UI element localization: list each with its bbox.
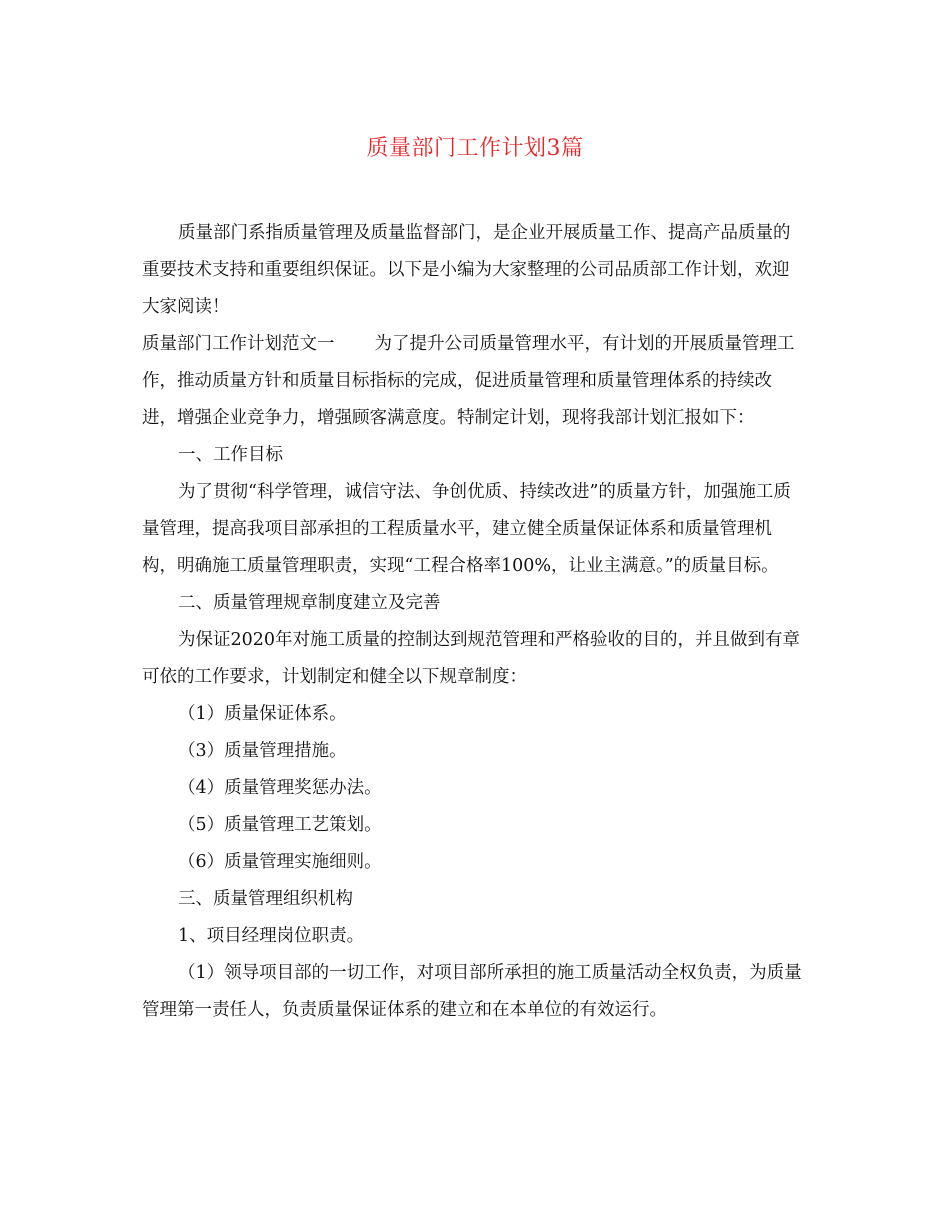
list-item: （1）质量保证体系。 <box>178 704 347 724</box>
manager-duty-paragraph: （1）领导项目部的一切工作，对项目部所承担的施工质量活动全权负责，为质量管理第一责任人，负责质量保证体系的建立和在本单位的有效运行。 <box>142 963 802 1020</box>
section-heading: 质量部门工作计划范文一 <box>142 334 335 354</box>
subheading-manager-duties: 1、项目经理岗位职责。 <box>178 926 365 946</box>
list-item: （3）质量管理措施。 <box>178 741 347 761</box>
document-body <box>142 215 806 1029</box>
heading-work-goals: 一、工作目标 <box>178 445 283 465</box>
list-item: （5）质量管理工艺策划。 <box>178 815 382 835</box>
list-item: （6）质量管理实施细则。 <box>178 852 382 872</box>
work-goals-paragraph: 为了贯彻“科学管理，诚信守法、争创优质、持续改进”的质量方针，加强施工质量管理，提高我项目部承担的工程质量水平，建立健全质量保证体系和质量管理机构，明确施工质量管理职责，实现“工程合格率100%，让业主满意。”的质量目标。 <box>142 482 791 576</box>
list-item: （4）质量管理奖惩办法。 <box>178 778 382 798</box>
rules-paragraph: 为保证2020年对施工质量的控制达到规范管理和严格验收的目的，并且做到有章可依的工作要求，计划制定和健全以下规章制度： <box>142 630 801 687</box>
document-title: 质量部门工作计划3篇 <box>366 136 584 161</box>
section-paragraph <box>142 326 806 437</box>
intro-paragraph: 质量部门系指质量管理及质量监督部门，是企业开展质量工作、提高产品质量的重要技术支持和重要组织保证。以下是小编为大家整理的公司品质部工作计划，欢迎大家阅读！ <box>142 223 791 317</box>
heading-organization: 三、质量管理组织机构 <box>178 889 353 909</box>
heading-rules: 二、质量管理规章制度建立及完善 <box>178 593 441 613</box>
section-text: 为了提升公司质量管理水平，有计划的开展质量管理工作，推动质量方针和质量目标指标的完成，促进质量管理和质量管理体系的持续改进，增强企业竞争力，增强顾客满意度。特制定计划，现将我部计划汇报如下： <box>142 334 795 428</box>
